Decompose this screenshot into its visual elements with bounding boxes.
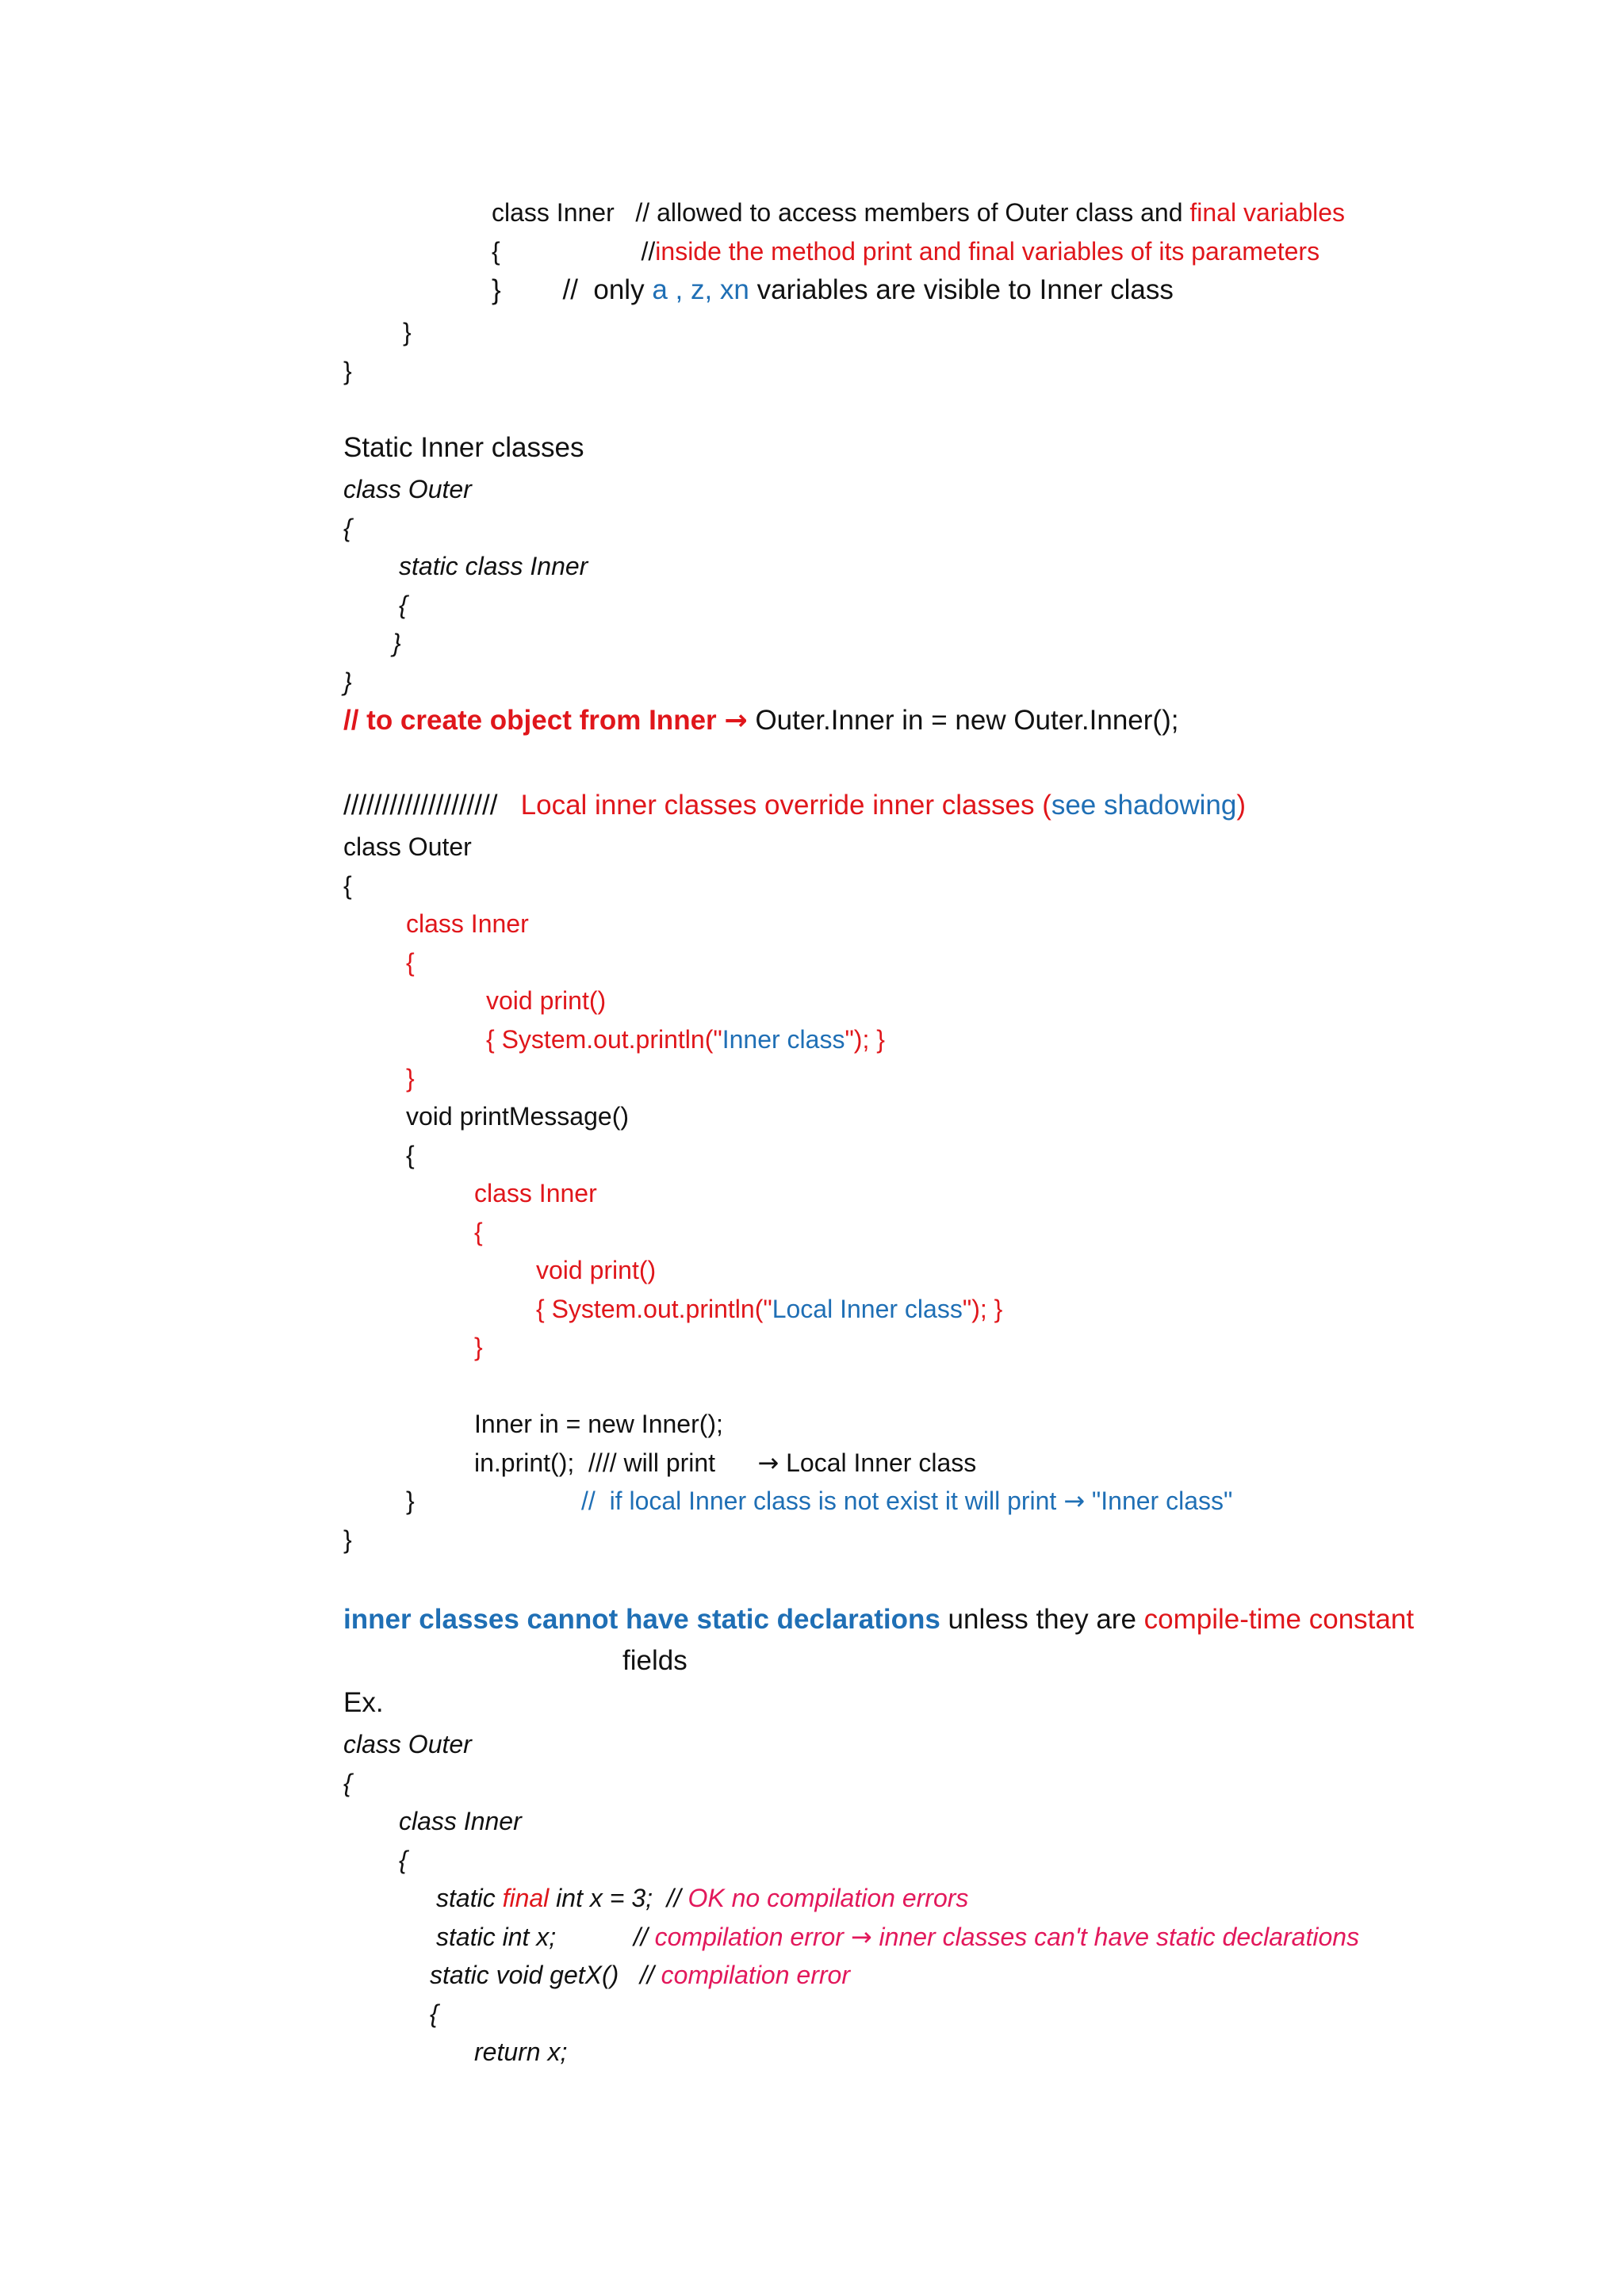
code-line-open-brace: { [406,1141,415,1169]
example-label: Ex. [343,1687,384,1718]
right-arrow-icon: → [724,705,748,737]
code-line-open-brace: { [343,1769,352,1797]
code-line-close-brace: } [343,668,352,696]
code-line-close-brace: } [343,357,352,385]
code-line-class-outer: class Outer [343,1730,472,1758]
code-line-in-print: in.print(); //// will print → Local Inner class [474,1448,977,1478]
code-comment-fallback: // if local Inner class is not exist it will print → "Inner class" [581,1486,1233,1516]
section-heading-static-inner: Static Inner classes [343,432,584,463]
code-line-create-object: // to create object from Inner → Outer.Inner in = new Outer.Inner(); [343,705,1179,737]
code-line-static-method: static void getX() // compilation error [430,1961,850,1989]
code-line-open-brace: { [430,1999,439,2028]
code-line-inner-new: Inner in = new Inner(); [474,1410,723,1438]
code-line-open-brace: { [343,514,352,542]
section-heading-local-override: //////////////////// Local inner classes override inner classes (see shadowing) [343,790,1246,821]
code-line-class-inner: class Inner [406,909,529,938]
code-line-local-class-inner: class Inner [474,1179,597,1207]
code-line-close-brace: } [406,1064,415,1093]
code-line-static-class-inner: static class Inner [399,552,588,580]
code-line-open-brace: { [399,591,408,619]
code-line-static-final: static final int x = 3; // OK no compilation errors [436,1884,969,1912]
rule-static-declarations-continued: fields [622,1645,688,1676]
right-arrow-icon: → [1063,1486,1086,1516]
code-line-open-brace: { [399,1846,408,1874]
code-line-void-print: void print() [486,986,607,1015]
code-line-void-print-message: void printMessage() [406,1102,629,1131]
code-line-close-brace: } [343,1525,352,1554]
code-line-close-brace: } [393,629,401,657]
code-line-close-brace: } [406,1487,415,1515]
code-line-open-brace: { [474,1218,483,1246]
code-line-visible-vars: } // only a , z, xn variables are visible to Inner class [492,274,1174,305]
code-line-void-print: void print() [536,1256,657,1284]
code-line-println-local-inner: { System.out.println("Local Inner class"); } [536,1295,1003,1323]
code-line-println-inner: { System.out.println("Inner class"); } [486,1025,885,1054]
code-line-open-brace: { [406,948,415,977]
code-line-inner-comment: class Inner // allowed to access members of Outer class and final variables [492,198,1346,227]
code-line-class-inner: class Inner [399,1807,522,1835]
code-line-open-brace-comment: { //inside the method print and final variables of its parameters [492,237,1320,266]
code-line-open-brace: { [343,871,352,900]
right-arrow-icon: → [757,1448,779,1478]
code-line-close-brace: } [474,1333,483,1361]
code-line-return: return x; [474,2038,568,2066]
code-line-class-outer: class Outer [343,475,472,503]
rule-static-declarations: inner classes cannot have static declarations unless they are compile-time constant [343,1604,1415,1635]
code-line-static-int: static int x; // compilation error → inner classes can't have static declarations [436,1922,1360,1952]
code-line-class-outer: class Outer [343,832,472,861]
right-arrow-icon: → [850,1922,872,1952]
code-line-close-brace: } [403,318,412,346]
